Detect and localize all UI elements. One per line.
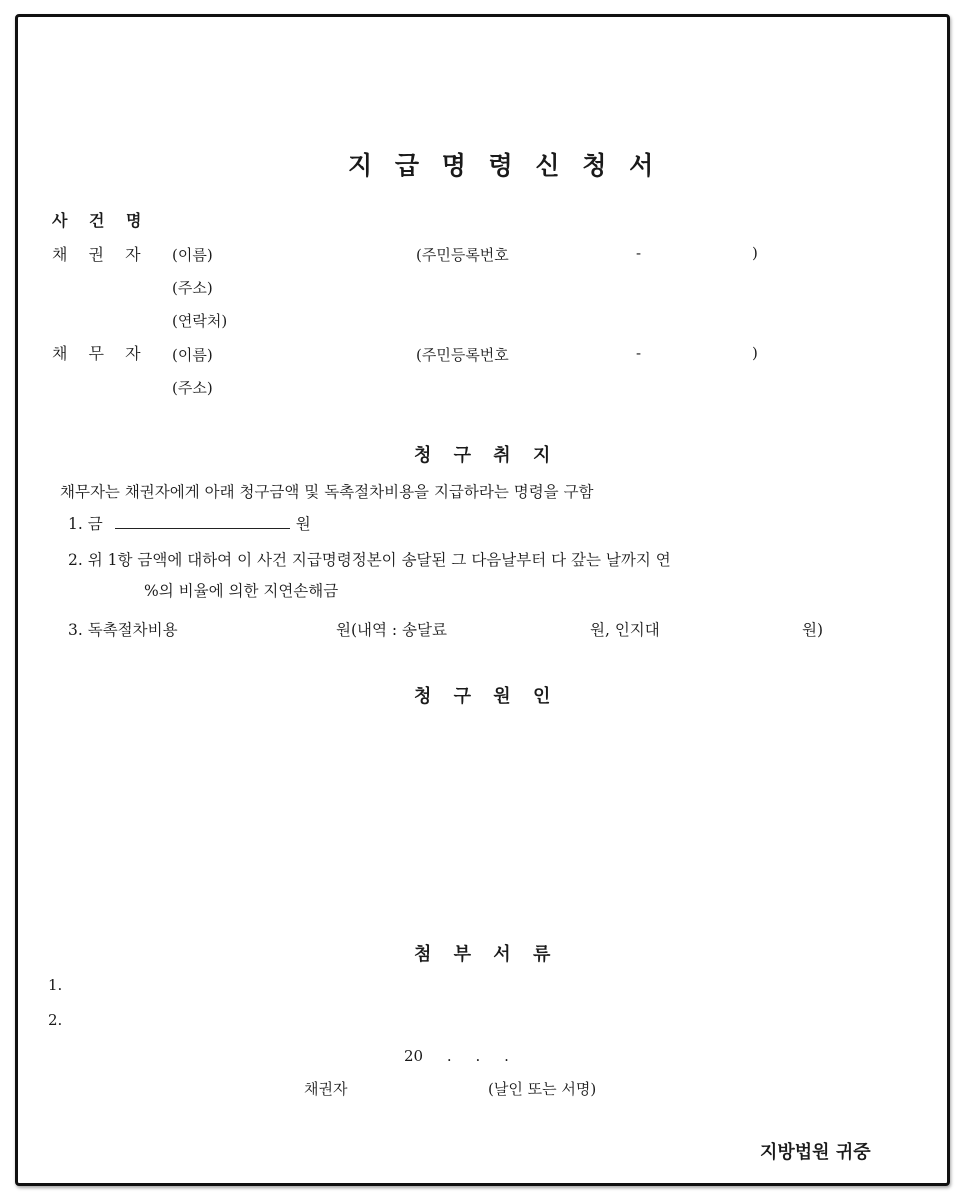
purpose-intro: 채무자는 채권자에게 아래 청구금액 및 독촉절차비용을 지급하라는 명령을 구함 xyxy=(60,483,594,501)
item1-prefix: 1. 금 xyxy=(68,515,103,533)
creditor-rrn-dash: - xyxy=(636,244,642,262)
purpose-item-1 xyxy=(68,512,311,534)
debtor-label: 채 무 자 xyxy=(52,344,149,363)
debtor-rrn-field: (주민등록번호 xyxy=(416,346,509,364)
purpose-item-2: 2. 위 1항 금액에 대하여 이 사건 지급명령정본이 송달된 그 다음날부터 다 갚는 날까지 연 xyxy=(68,551,671,569)
creditor-address-field: (주소) xyxy=(172,279,213,297)
attachments-heading: 첨 부 서 류 xyxy=(414,944,559,965)
debtor-name-field: (이름) xyxy=(172,346,213,364)
creditor-rrn-field: (주민등록번호 xyxy=(416,246,509,264)
purpose-item-3-label: 3. 독촉절차비용 xyxy=(68,621,178,639)
purpose-item-3-won: 원(내역 : 송달료 xyxy=(336,621,447,639)
filing-date: 20 . . . xyxy=(404,1047,509,1065)
creditor-name-field: (이름) xyxy=(172,246,213,264)
court-addressee: 지방법원 귀중 xyxy=(760,1142,871,1163)
creditor-contact-field: (연락처) xyxy=(172,312,228,330)
signature-creditor-label: 채권자 xyxy=(304,1080,348,1098)
cause-heading: 청 구 원 인 xyxy=(414,686,559,707)
case-name-label: 사 건 명 xyxy=(52,211,150,230)
amount-blank-line xyxy=(115,514,290,529)
signature-seal-label: (날인 또는 서명) xyxy=(488,1080,597,1098)
attachment-item-1: 1. xyxy=(48,976,63,994)
debtor-rrn-dash: - xyxy=(636,344,642,362)
purpose-item-3-end: 원) xyxy=(802,621,824,639)
debtor-rrn-close: ) xyxy=(752,344,758,362)
debtor-address-field: (주소) xyxy=(172,379,213,397)
creditor-label: 채 권 자 xyxy=(52,245,149,264)
document-title: 지 급 명 령 신 청 서 xyxy=(348,151,661,180)
purpose-item-3-stamp: 원, 인지대 xyxy=(590,621,660,639)
item1-suffix: 원 xyxy=(295,515,311,533)
attachment-item-2: 2. xyxy=(48,1011,63,1029)
purpose-item-2-cont: %의 비율에 의한 지연손해금 xyxy=(144,582,339,600)
purpose-heading: 청 구 취 지 xyxy=(414,445,559,466)
creditor-rrn-close: ) xyxy=(752,244,758,262)
